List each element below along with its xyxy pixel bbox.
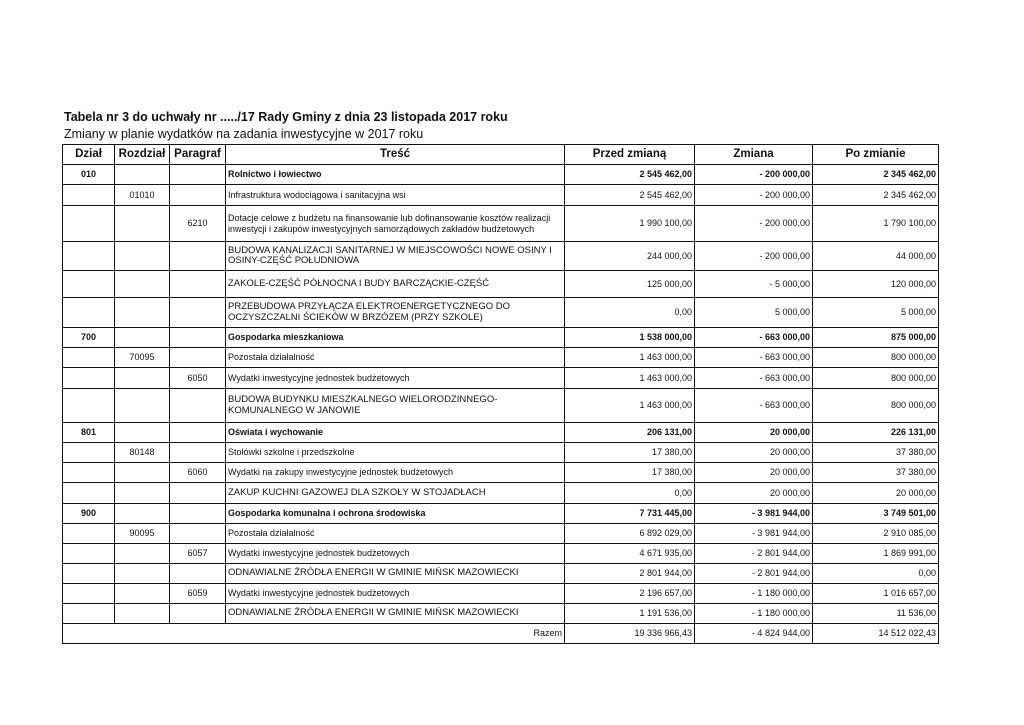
- cell-rozdzial: [115, 242, 170, 271]
- cell-rozdzial: 70095: [115, 348, 170, 368]
- cell-zmiana: 20 000,00: [695, 423, 813, 443]
- cell-przed: 1 990 100,00: [565, 206, 695, 242]
- cell-dzial: [63, 185, 115, 206]
- cell-rozdzial: [115, 483, 170, 504]
- cell-po: 2 345 462,00: [813, 185, 939, 206]
- cell-przed: 125 000,00: [565, 271, 695, 298]
- table-row: [63, 271, 939, 298]
- cell-po: 800 000,00: [813, 368, 939, 389]
- cell-rozdzial: [115, 368, 170, 389]
- cell-zmiana: - 3 981 944,00: [695, 524, 813, 544]
- cell-zmiana: - 663 000,00: [695, 348, 813, 368]
- cell-rozdzial: [115, 423, 170, 443]
- table-row: [63, 328, 939, 348]
- cell-tresc: BUDOWA KANALIZACJI SANITARNEJ W MIEJSCOWOŚCI NOWE OSINY I OSINY-CZĘŚĆ POŁUDNIOWA: [226, 242, 565, 271]
- cell-paragraf: [170, 483, 226, 504]
- cell-paragraf: 6059: [170, 584, 226, 604]
- cell-tresc: Gospodarka mieszkaniowa: [226, 328, 565, 348]
- cell-zmiana: - 663 000,00: [695, 328, 813, 348]
- cell-przed: 244 000,00: [565, 242, 695, 271]
- cell-po: 800 000,00: [813, 348, 939, 368]
- document-title: Tabela nr 3 do uchwały nr ...../17 Rady Gminy z dnia 23 listopada 2017 roku: [64, 110, 508, 124]
- table-row: [63, 389, 939, 423]
- column-header-dzial: Dział: [63, 145, 115, 165]
- table-row: [63, 165, 939, 185]
- cell-zmiana: - 200 000,00: [695, 206, 813, 242]
- cell-tresc: ODNAWIALNE ŹRÓDŁA ENERGII W GMINIE MIŃSK MAZOWIECKI: [226, 604, 565, 624]
- cell-tresc: PRZEBUDOWA PRZYŁĄCZA ELEKTROENERGETYCZNEGO DO OCZYSZCZALNI ŚCIEKÓW W BRZÓZEM (PRZY SZKOLE): [226, 298, 565, 328]
- table-row: [63, 206, 939, 242]
- cell-dzial: [63, 271, 115, 298]
- cell-paragraf: [170, 504, 226, 524]
- cell-przed: 1 463 000,00: [565, 368, 695, 389]
- cell-po: 44 000,00: [813, 242, 939, 271]
- cell-zmiana: - 3 981 944,00: [695, 504, 813, 524]
- table-row: [63, 544, 939, 564]
- cell-dzial: [63, 463, 115, 483]
- cell-tresc: BUDOWA BUDYNKU MIESZKALNEGO WIELORODZINNEGO-KOMUNALNEGO W JANOWIE: [226, 389, 565, 423]
- document-header: [64, 109, 508, 143]
- cell-dzial: [63, 564, 115, 584]
- cell-zmiana: - 200 000,00: [695, 165, 813, 185]
- cell-tresc: Wydatki inwestycyjne jednostek budżetowych: [226, 368, 565, 389]
- column-header-rozdzial: Rozdział: [115, 145, 170, 165]
- cell-przed: 2 801 944,00: [565, 564, 695, 584]
- cell-dzial: 900: [63, 504, 115, 524]
- cell-zmiana: - 2 801 944,00: [695, 564, 813, 584]
- cell-rozdzial: [115, 389, 170, 423]
- cell-dzial: [63, 242, 115, 271]
- cell-dzial: [63, 604, 115, 624]
- cell-przed: 2 545 462,00: [565, 185, 695, 206]
- cell-po: 2 910 085,00: [813, 524, 939, 544]
- cell-tresc: ZAKUP KUCHNI GAZOWEJ DLA SZKOŁY W STOJADŁACH: [226, 483, 565, 504]
- cell-przed: 2 196 657,00: [565, 584, 695, 604]
- cell-zmiana: - 200 000,00: [695, 242, 813, 271]
- cell-paragraf: [170, 242, 226, 271]
- column-header-przed: Przed zmianą: [565, 145, 695, 165]
- table-row: [63, 348, 939, 368]
- cell-zmiana: - 1 180 000,00: [695, 584, 813, 604]
- table-row: [63, 483, 939, 504]
- cell-paragraf: 6050: [170, 368, 226, 389]
- cell-rozdzial: [115, 544, 170, 564]
- cell-dzial: [63, 584, 115, 604]
- cell-zmiana: - 5 000,00: [695, 271, 813, 298]
- cell-tresc: Wydatki inwestycyjne jednostek budżetowych: [226, 544, 565, 564]
- cell-przed: 0,00: [565, 298, 695, 328]
- cell-dzial: 010: [63, 165, 115, 185]
- total-po: 14 512 022,43: [813, 624, 939, 644]
- table-row: [63, 242, 939, 271]
- cell-przed: 0,00: [565, 483, 695, 504]
- cell-po: 1 016 657,00: [813, 584, 939, 604]
- cell-dzial: [63, 348, 115, 368]
- cell-paragraf: 6060: [170, 463, 226, 483]
- cell-przed: 1 463 000,00: [565, 348, 695, 368]
- cell-rozdzial: [115, 328, 170, 348]
- column-header-tresc: Treść: [226, 145, 565, 165]
- cell-zmiana: - 2 801 944,00: [695, 544, 813, 564]
- cell-rozdzial: 01010: [115, 185, 170, 206]
- table-row: [63, 564, 939, 584]
- cell-tresc: Pozostała działalność: [226, 524, 565, 544]
- cell-zmiana: 20 000,00: [695, 483, 813, 504]
- cell-dzial: [63, 483, 115, 504]
- cell-zmiana: - 663 000,00: [695, 368, 813, 389]
- cell-rozdzial: [115, 604, 170, 624]
- cell-zmiana: 20 000,00: [695, 443, 813, 463]
- cell-po: 875 000,00: [813, 328, 939, 348]
- cell-dzial: [63, 524, 115, 544]
- cell-paragraf: [170, 604, 226, 624]
- cell-paragraf: [170, 443, 226, 463]
- table-row: [63, 463, 939, 483]
- cell-rozdzial: [115, 206, 170, 242]
- cell-rozdzial: [115, 165, 170, 185]
- column-header-paragraf: Paragraf: [170, 145, 226, 165]
- cell-paragraf: [170, 298, 226, 328]
- cell-przed: 6 892 029,00: [565, 524, 695, 544]
- cell-paragraf: [170, 389, 226, 423]
- table-row: [63, 584, 939, 604]
- cell-po: 37 380,00: [813, 463, 939, 483]
- document-subtitle: Zmiany w planie wydatków na zadania inwestycyjne w 2017 roku: [64, 127, 424, 141]
- cell-po: 3 749 501,00: [813, 504, 939, 524]
- cell-paragraf: [170, 423, 226, 443]
- cell-paragraf: [170, 185, 226, 206]
- cell-zmiana: - 663 000,00: [695, 389, 813, 423]
- cell-zmiana: - 200 000,00: [695, 185, 813, 206]
- cell-po: 20 000,00: [813, 483, 939, 504]
- cell-po: 226 131,00: [813, 423, 939, 443]
- cell-przed: 2 545 462,00: [565, 165, 695, 185]
- column-header-zmiana: Zmiana: [695, 145, 813, 165]
- cell-rozdzial: 90095: [115, 524, 170, 544]
- cell-paragraf: [170, 271, 226, 298]
- cell-tresc: Wydatki inwestycyjne jednostek budżetowych: [226, 584, 565, 604]
- cell-po: 5 000,00: [813, 298, 939, 328]
- cell-po: 0,00: [813, 564, 939, 584]
- cell-po: 800 000,00: [813, 389, 939, 423]
- cell-dzial: 700: [63, 328, 115, 348]
- cell-tresc: Infrastruktura wodociągowa i sanitacyjna wsi: [226, 185, 565, 206]
- cell-po: 2 345 462,00: [813, 165, 939, 185]
- cell-rozdzial: [115, 298, 170, 328]
- cell-przed: 1 538 000,00: [565, 328, 695, 348]
- total-label: Razem: [63, 624, 565, 644]
- cell-dzial: [63, 389, 115, 423]
- cell-przed: 1 191 536,00: [565, 604, 695, 624]
- cell-przed: 7 731 445,00: [565, 504, 695, 524]
- cell-paragraf: 6057: [170, 544, 226, 564]
- total-przed: 19 336 966,43: [565, 624, 695, 644]
- table-row: [63, 504, 939, 524]
- cell-rozdzial: [115, 564, 170, 584]
- table-row: [63, 185, 939, 206]
- cell-po: 120 000,00: [813, 271, 939, 298]
- cell-tresc: Wydatki na zakupy inwestycyjne jednostek budżetowych: [226, 463, 565, 483]
- cell-paragraf: [170, 524, 226, 544]
- cell-rozdzial: [115, 504, 170, 524]
- cell-paragraf: [170, 564, 226, 584]
- cell-rozdzial: 80148: [115, 443, 170, 463]
- cell-rozdzial: [115, 584, 170, 604]
- cell-przed: 4 671 935,00: [565, 544, 695, 564]
- cell-tresc: ZAKOLE-CZĘŚĆ PÓŁNOCNA I BUDY BARCZĄCKIE-CZĘŚĆ: [226, 271, 565, 298]
- column-header-po: Po zmianie: [813, 145, 939, 165]
- cell-dzial: [63, 544, 115, 564]
- cell-zmiana: 5 000,00: [695, 298, 813, 328]
- cell-przed: 17 380,00: [565, 443, 695, 463]
- cell-dzial: 801: [63, 423, 115, 443]
- budget-table: [62, 144, 939, 644]
- cell-dzial: [63, 206, 115, 242]
- cell-rozdzial: [115, 463, 170, 483]
- cell-tresc: Rolnictwo i łowiectwo: [226, 165, 565, 185]
- table-row: [63, 423, 939, 443]
- cell-rozdzial: [115, 271, 170, 298]
- cell-po: 37 380,00: [813, 443, 939, 463]
- cell-tresc: Gospodarka komunalna i ochrona środowiska: [226, 504, 565, 524]
- cell-zmiana: - 1 180 000,00: [695, 604, 813, 624]
- cell-paragraf: 6210: [170, 206, 226, 242]
- table-row: [63, 298, 939, 328]
- cell-przed: 1 463 000,00: [565, 389, 695, 423]
- table-header-row: [63, 145, 939, 165]
- cell-tresc: Dotacje celowe z budżetu na finansowanie lub dofinansowanie kosztów realizacji inwestycji i zakupów inwestycyjnych samorządowych zakładów budżetowych: [226, 206, 565, 242]
- cell-zmiana: 20 000,00: [695, 463, 813, 483]
- cell-paragraf: [170, 165, 226, 185]
- table-row: [63, 368, 939, 389]
- cell-po: 1 869 991,00: [813, 544, 939, 564]
- table-row: [63, 524, 939, 544]
- cell-po: 1 790 100,00: [813, 206, 939, 242]
- cell-paragraf: [170, 348, 226, 368]
- cell-dzial: [63, 368, 115, 389]
- cell-przed: 17 380,00: [565, 463, 695, 483]
- cell-tresc: ODNAWIALNE ŹRÓDŁA ENERGII W GMINIE MIŃSK MAZOWIECKI: [226, 564, 565, 584]
- cell-paragraf: [170, 328, 226, 348]
- cell-dzial: [63, 443, 115, 463]
- cell-tresc: Pozostała działalność: [226, 348, 565, 368]
- cell-tresc: Stołówki szkolne i przedszkolne: [226, 443, 565, 463]
- total-row: [63, 624, 939, 644]
- total-zmiana: - 4 824 944,00: [695, 624, 813, 644]
- cell-po: 11 536,00: [813, 604, 939, 624]
- cell-przed: 206 131,00: [565, 423, 695, 443]
- cell-tresc: Oświata i wychowanie: [226, 423, 565, 443]
- table-row: [63, 604, 939, 624]
- table-row: [63, 443, 939, 463]
- cell-dzial: [63, 298, 115, 328]
